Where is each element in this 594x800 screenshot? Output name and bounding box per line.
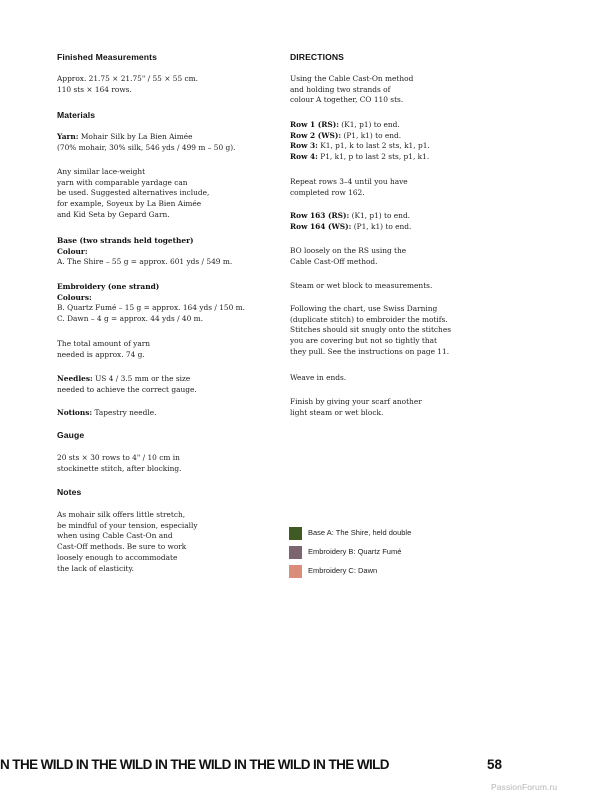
steam-text: Steam or wet block to measurements. [290,281,433,290]
base-colour-line: A. The Shire – 55 g = approx. 601 yds / 549 m. [57,257,233,267]
needles-size: US 4 / 3.5 mm or the size [92,374,191,383]
finish-line: Finish by giving your scarf another [290,397,422,406]
row-text: (K1, p1) to end. [338,120,400,129]
notes-line: Cast-Off methods. Be sure to work [57,542,187,552]
chart-line: Stitches should sit snugly onto the stitches [290,325,451,335]
notions-label: Notions: [57,408,93,417]
row-label: Row 4: [290,152,318,162]
notes-line: loosely enough to accommodate [57,552,178,562]
base-yarn-block [57,236,232,268]
notes-line: when using Cable Cast-On and [57,531,173,541]
gauge-text [57,453,181,474]
needles-note: needed to achieve the correct gauge. [57,384,197,394]
row-label: Row 163 (RS): [290,211,350,220]
row-text: (P1, k1) to end. [341,130,402,140]
total-yarn-text [57,339,150,360]
swatch-embroidery-b [289,546,302,559]
repeat-line: Repeat rows 3–4 until you have [290,177,408,186]
weave-text: Weave in ends. [290,373,347,382]
stitch-count-line: 110 sts × 164 rows. [57,84,132,94]
finish-text [290,397,422,418]
bo-line: Cable Cast-Off method. [290,256,378,266]
gauge-line: 20 sts × 30 rows to 4" / 10 cm in [57,453,180,462]
footer-running-title: N THE WILD IN THE WILD IN THE WILD IN THE WILD IN THE WILD [0,757,389,772]
row-text: (P1, k1) to end. [351,221,412,231]
notions-value: Tapestry needle. [92,408,157,417]
yarn-label: Yarn: [57,132,79,141]
materials-heading: Materials [57,110,96,120]
legend-label: Embroidery C: Dawn [308,566,378,575]
page-number: 58 [487,757,503,772]
embroidery-heading: Embroidery (one strand) [57,282,160,291]
embroidery-yarn-block [57,282,245,325]
finish-line: light steam or wet block. [290,407,384,417]
repeat-line: completed row 162. [290,187,365,197]
needles-label: Needles: [57,374,93,383]
total-line: The total amount of yarn [57,339,151,348]
intro-line: colour A together, CO 110 sts. [290,95,404,105]
similar-line: yarn with comparable yardage can [57,177,188,187]
similar-yarn-text [57,167,209,221]
yarn-text [57,132,235,153]
chart-line: they pull. See the instructions on page 11. [290,346,450,356]
bind-off-text [290,246,406,267]
notes-line: be mindful of your tension, especially [57,520,198,530]
final-rows [290,211,411,232]
finished-measurements-text [57,74,198,95]
chart-line: you are covering but not so tightly that [290,336,437,346]
embroidery-line-c: C. Dawn – 4 g = approx. 44 yds / 40 m. [57,314,204,324]
notes-heading: Notes [57,487,82,497]
swatch-base-a [289,527,302,540]
intro-line: Using the Cable Cast-On method [290,74,414,83]
yarn-name: Mohair Silk by La Bien Aimée [78,132,193,141]
legend-label: Embroidery B: Quartz Fumé [308,547,402,556]
row-label: Row 164 (WS): [290,221,352,231]
base-colour-label: Colour: [57,246,88,256]
embroidery-line-b: B. Quartz Fumé – 15 g = approx. 164 yds / 150 m. [57,303,246,313]
total-line: needed is approx. 74 g. [57,349,145,359]
chart-instructions [290,304,451,358]
row-label: Row 3: [290,141,318,151]
gauge-line: stockinette stitch, after blocking. [57,463,182,473]
chart-line: Following the chart, use Swiss Darning [290,304,438,313]
watermark: PassionForum.ru [491,782,558,792]
similar-line: for example, Soyeux by La Bien Aimée [57,199,202,209]
row-text: K1, p1, k to last 2 sts, k1, p1. [317,141,430,151]
gauge-heading: Gauge [57,430,85,440]
row-label: Row 1 (RS): [290,120,339,129]
row-instructions [290,120,430,163]
notes-text [57,510,198,574]
similar-line: be used. Suggested alternatives include, [57,188,210,198]
row-text: P1, k1, p to last 2 sts, p1, k1. [317,152,430,162]
dimensions-line: Approx. 21.75 × 21.75" / 55 × 55 cm. [57,74,198,83]
notes-line: As mohair silk offers little stretch, [57,510,186,519]
cast-on-text [290,74,413,106]
row-label: Row 2 (WS): [290,130,342,140]
notes-line: the lack of elasticity. [57,563,135,573]
legend-label: Base A: The Shire, held double [308,528,412,537]
embroidery-colours-label: Colours: [57,292,92,302]
repeat-text [290,177,408,198]
base-heading: Base (two strands held together) [57,236,194,245]
yarn-detail: (70% mohair, 30% silk, 546 yds / 499 m – 50 g). [57,142,236,152]
similar-line: Any similar lace-weight [57,167,146,176]
intro-line: and holding two strands of [290,84,391,94]
swatch-embroidery-c [289,565,302,578]
chart-line: (duplicate stitch) to embroider the motifs. [290,314,448,324]
directions-heading: DIRECTIONS [290,52,344,62]
finished-measurements-heading: Finished Measurements [57,52,158,62]
needles-text [57,374,197,395]
bo-line: BO loosely on the RS using the [290,246,407,255]
row-text: (K1, p1) to end. [349,211,411,220]
similar-line: and Kid Seta by Gepard Garn. [57,209,170,219]
notions-text [57,408,156,419]
